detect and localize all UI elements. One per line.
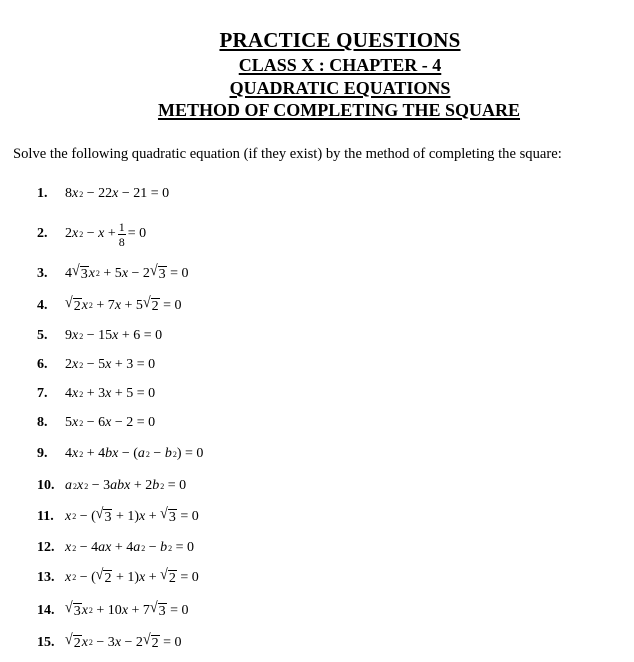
equation: x 2 − ( √ 2 + 1) x + √ 2 = 0 <box>65 567 199 587</box>
question-13 <box>37 567 199 589</box>
equation: 8 x 2 − 22 x − 21 = 0 <box>65 186 170 201</box>
question-2 <box>37 220 146 248</box>
question-number: 15. <box>37 635 55 650</box>
equation: 4 √ 3 x 2 + 5 x − 2 √ 3 = 0 <box>65 263 189 283</box>
question-3 <box>37 263 189 285</box>
equation: x 2 − ( √ 3 + 1) x + √ 3 = 0 <box>65 506 199 526</box>
question-number: 7. <box>37 386 48 401</box>
equation: x 2 − 4 ax + 4 a 2 − b 2 = 0 <box>65 540 195 555</box>
question-10 <box>37 475 186 497</box>
equation: 9 x 2 − 15 x + 6 = 0 <box>65 328 163 343</box>
question-number: 10. <box>37 478 55 493</box>
question-11 <box>37 506 199 528</box>
question-number: 3. <box>37 266 48 281</box>
topic-heading: QUADRATIC EQUATIONS <box>229 78 451 98</box>
question-number: 2. <box>37 226 48 241</box>
question-7 <box>37 383 155 405</box>
equation: a 2 x 2 − 3 abx + 2 b 2 = 0 <box>65 478 187 493</box>
question-5 <box>37 325 162 347</box>
instruction-text: Solve the following quadratic equation (if they exist) by the method of completing the square: <box>13 146 562 162</box>
question-9 <box>37 443 203 465</box>
equation: 2 x 2 − 5 x + 3 = 0 <box>65 357 156 372</box>
question-8 <box>37 412 155 434</box>
method-heading: METHOD OF COMPLETING THE SQUARE <box>157 100 521 120</box>
equation: 4 x 2 + 3 x + 5 = 0 <box>65 386 156 401</box>
question-number: 9. <box>37 446 48 461</box>
question-number: 5. <box>37 328 48 343</box>
question-14 <box>37 600 189 622</box>
equation: √ 3 x 2 + 10 x + 7 √ 3 = 0 <box>65 600 189 620</box>
equation: √ 2 x 2 + 7 x + 5 √ 2 = 0 <box>65 295 182 315</box>
question-number: 11. <box>37 509 54 524</box>
question-number: 1. <box>37 186 48 201</box>
question-6 <box>37 354 155 376</box>
question-number: 8. <box>37 415 48 430</box>
question-number: 12. <box>37 540 55 555</box>
question-12 <box>37 537 194 559</box>
equation: 5 x 2 − 6 x − 2 = 0 <box>65 415 156 430</box>
question-1 <box>37 183 169 205</box>
page-title: PRACTICE QUESTIONS <box>219 28 461 52</box>
class-chapter-heading: CLASS X : CHAPTER - 4 <box>238 55 442 75</box>
equation: 4 x 2 + 4 bx − ( a 2 − b 2 ) = 0 <box>65 446 204 461</box>
fraction: $\frac{1}{8}$ <box>118 219 125 249</box>
equation: √ 2 x 2 − 3 x − 2 √ 2 = 0 <box>65 632 182 652</box>
question-number: 14. <box>37 603 55 618</box>
question-number: 13. <box>37 570 55 585</box>
question-4 <box>37 295 182 317</box>
question-15 <box>37 632 182 654</box>
question-number: 6. <box>37 357 48 372</box>
question-number: 4. <box>37 298 48 313</box>
equation: 2 x 2 − x + $\frac{1}{8}$ = 0 <box>65 219 147 249</box>
